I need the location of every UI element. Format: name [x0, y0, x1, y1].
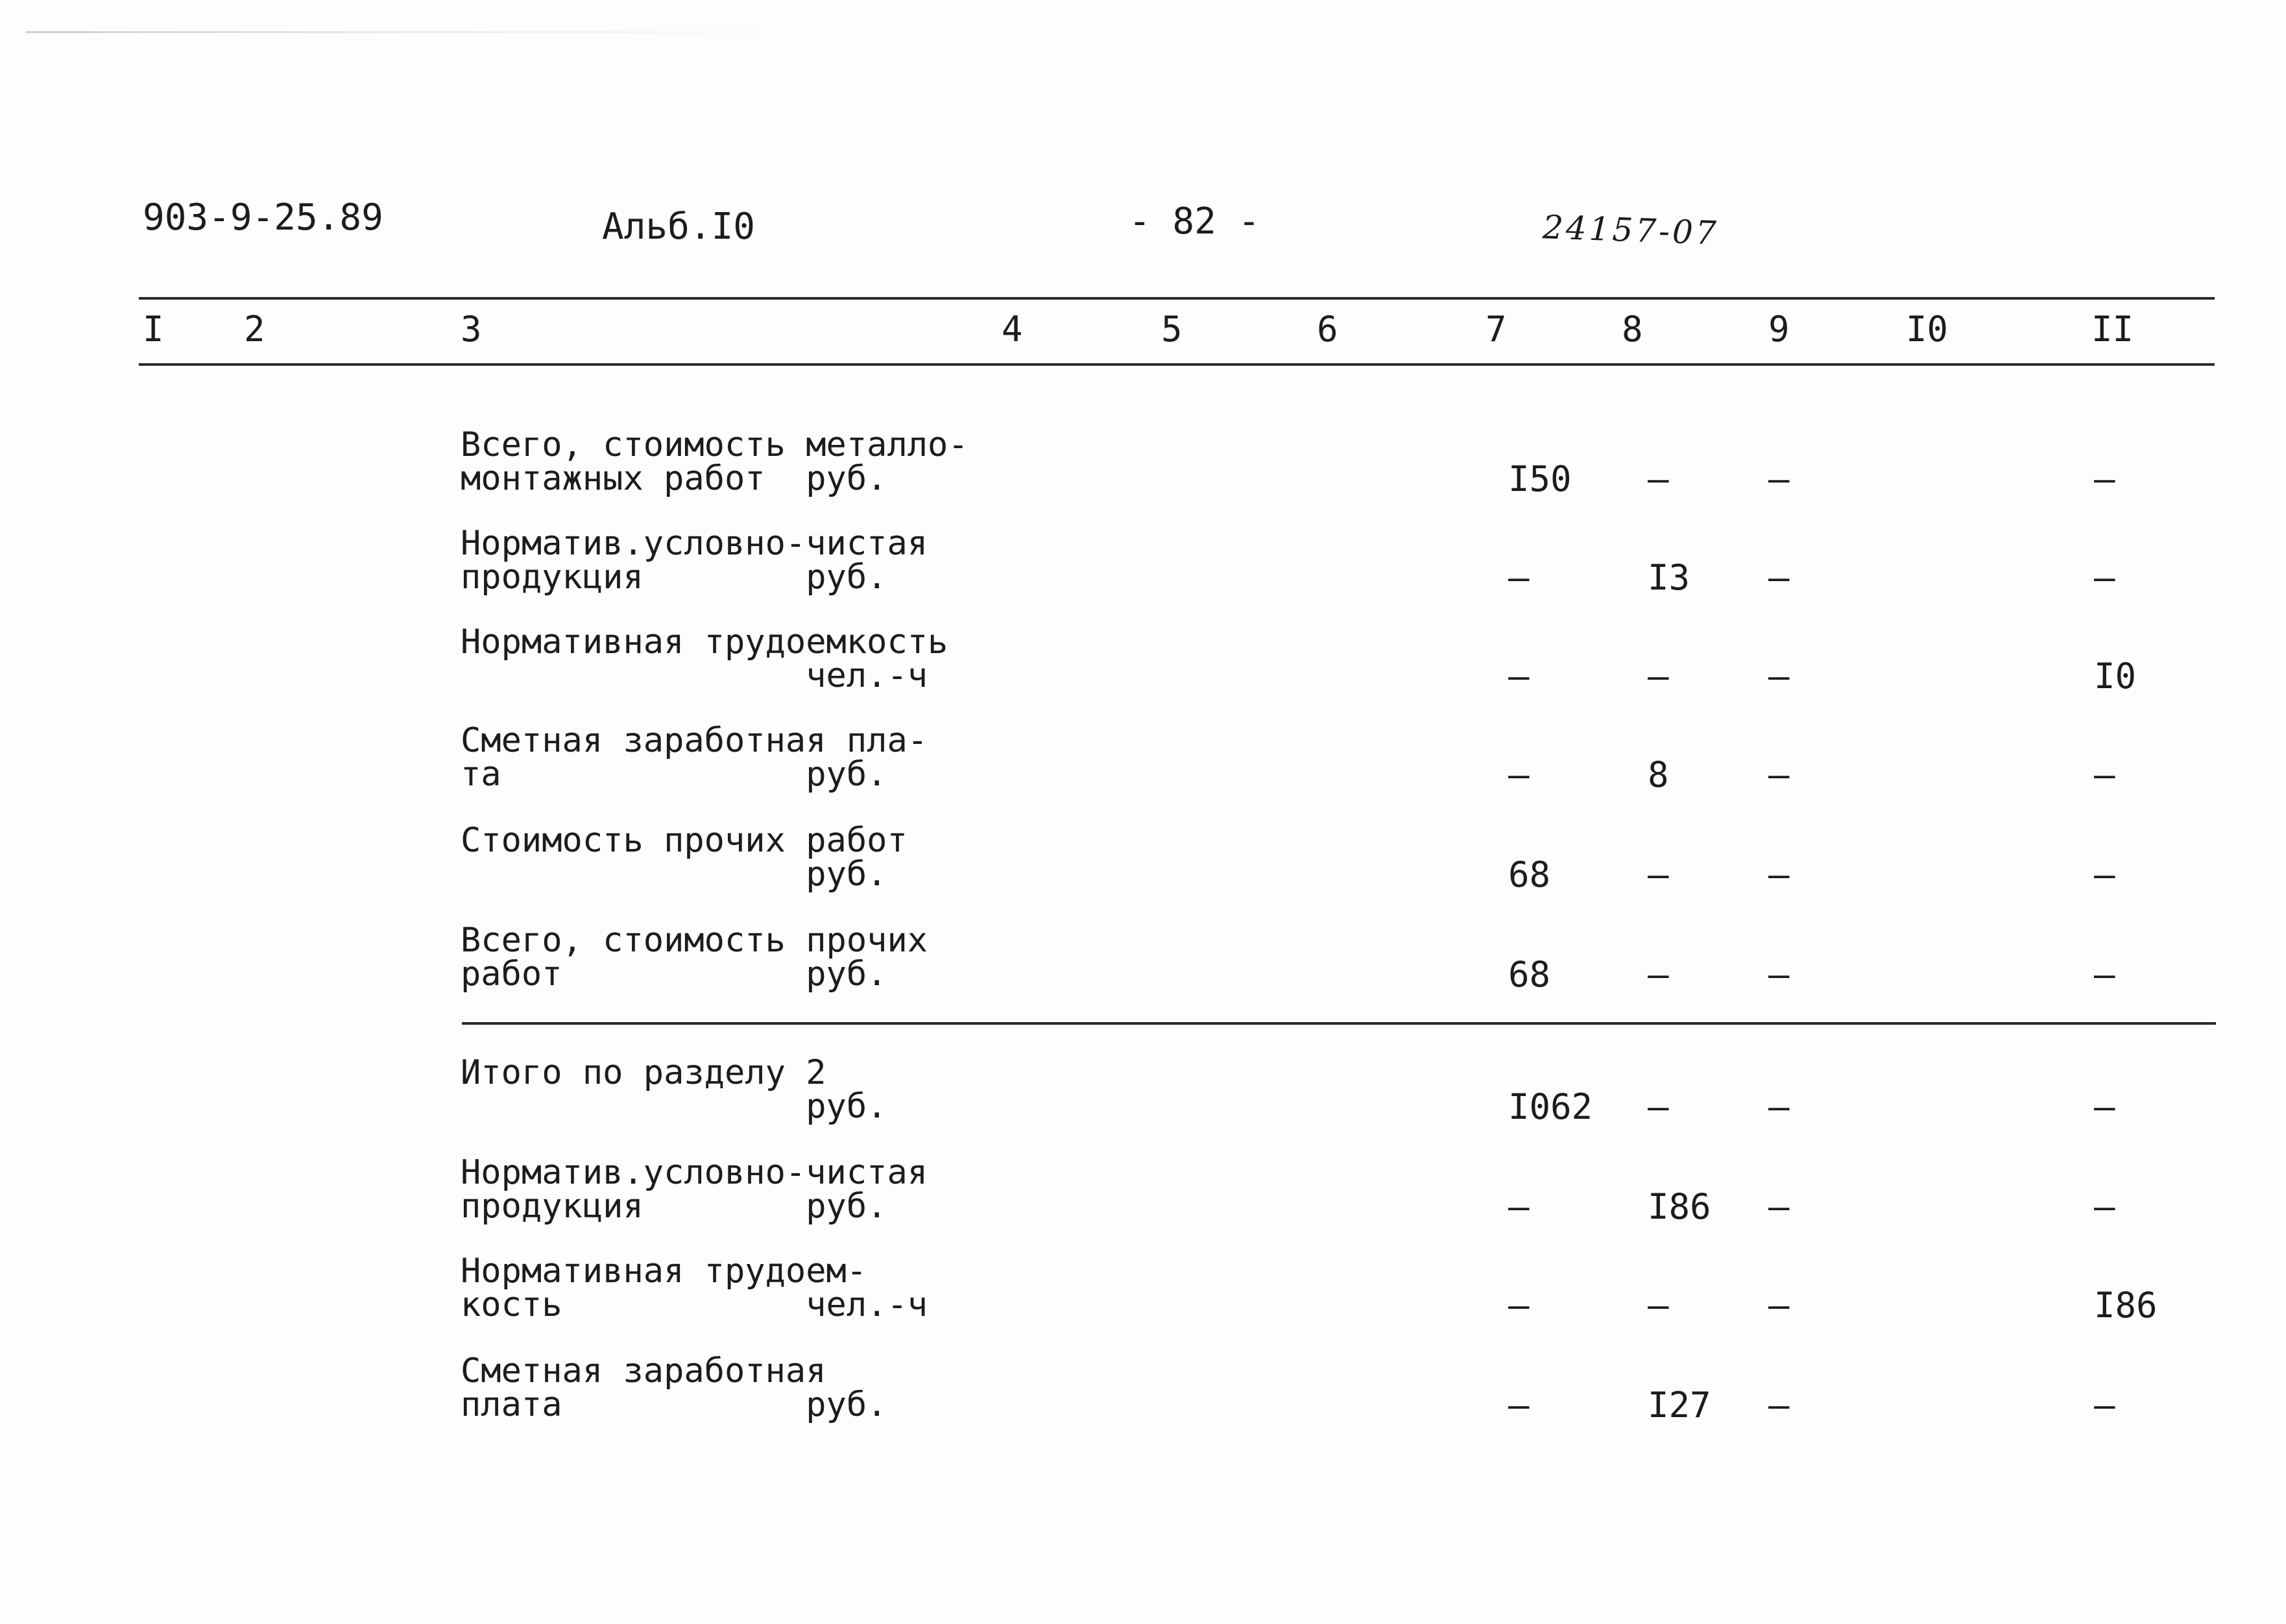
row-label: Норматив.условно-чистая продукция руб.: [461, 524, 928, 597]
column-number-6: 6: [1317, 309, 1338, 350]
column-number-4: 4: [1002, 309, 1023, 350]
cell-col-11: –: [2094, 1385, 2115, 1426]
cell-col-9: –: [1768, 1385, 1790, 1426]
column-number-3: 3: [461, 309, 482, 350]
cell-col-7: –: [1508, 1285, 1530, 1326]
section-total-rule: [462, 1022, 2216, 1025]
cell-col-7: –: [1508, 656, 1530, 697]
row-label: Стоимость прочих работ руб.: [461, 821, 908, 894]
column-number-2: 2: [244, 309, 265, 350]
album-label: Альб.I0: [602, 206, 756, 248]
table-row: [0, 1354, 2286, 1439]
cell-col-8: –: [1648, 1086, 1669, 1127]
cell-col-9: –: [1768, 1086, 1790, 1127]
cell-col-7: –: [1508, 754, 1530, 795]
cell-col-11: –: [2094, 1186, 2115, 1227]
cell-col-8: –: [1648, 656, 1669, 697]
cell-col-7: –: [1508, 557, 1530, 598]
cell-col-8: I3: [1648, 557, 1690, 598]
cell-col-8: –: [1648, 459, 1669, 499]
column-number-5: 5: [1161, 309, 1183, 350]
column-number-7: 7: [1486, 309, 1507, 350]
cell-col-9: –: [1768, 954, 1790, 995]
cell-col-11: –: [2094, 557, 2115, 598]
page-number: - 82 -: [1129, 200, 1260, 243]
cell-col-9: –: [1768, 854, 1790, 895]
cell-col-8: I27: [1648, 1385, 1711, 1426]
cell-col-9: –: [1768, 459, 1790, 499]
document-code: 903-9-25.89: [143, 197, 383, 239]
column-number-1: I: [143, 309, 164, 350]
cell-col-9: –: [1768, 557, 1790, 598]
row-label: Всего, стоимость металло- монтажных работ руб.: [461, 425, 969, 498]
cell-col-7: I062: [1508, 1086, 1593, 1127]
cell-col-9: –: [1768, 656, 1790, 697]
row-label: Нормативная трудоемкость чел.-ч: [461, 623, 948, 695]
row-label: Сметная заработная плата руб.: [461, 1352, 887, 1424]
cell-col-8: –: [1648, 954, 1669, 995]
cell-col-11: –: [2094, 954, 2115, 995]
table-row: [0, 721, 2286, 808]
cell-col-8: I86: [1648, 1186, 1711, 1227]
cell-col-7: –: [1508, 1186, 1530, 1227]
column-number-11: II: [2091, 309, 2134, 350]
table-row: [0, 625, 2286, 710]
cell-col-9: –: [1768, 1186, 1790, 1227]
column-number-10: I0: [1906, 309, 1949, 350]
row-label: Сметная заработная пла- та руб.: [461, 721, 928, 794]
table-row: [0, 1053, 2286, 1140]
table-row: [0, 921, 2286, 1008]
row-label: Всего, стоимость прочих работ руб.: [461, 921, 928, 994]
row-label: Нормативная трудоем- кость чел.-ч: [461, 1252, 928, 1324]
row-label: Итого по разделу 2 руб.: [461, 1053, 887, 1126]
cell-col-8: –: [1648, 1285, 1669, 1326]
cell-col-11: –: [2094, 1086, 2115, 1127]
cell-col-7: –: [1508, 1385, 1530, 1426]
cell-col-11: I0: [2094, 656, 2137, 697]
cell-col-8: –: [1648, 854, 1669, 895]
table-row: [0, 1254, 2286, 1339]
cell-col-11: –: [2094, 754, 2115, 795]
cell-col-7: 68: [1508, 954, 1551, 995]
cell-col-9: –: [1768, 1285, 1790, 1326]
cell-col-11: I86: [2094, 1285, 2158, 1326]
table-row: [0, 425, 2286, 512]
cell-col-7: 68: [1508, 854, 1551, 895]
table-row: [0, 1153, 2286, 1240]
cell-col-11: –: [2094, 854, 2115, 895]
table-row: [0, 524, 2286, 611]
cell-col-9: –: [1768, 754, 1790, 795]
column-number-9: 9: [1768, 309, 1790, 350]
column-number-8: 8: [1622, 309, 1643, 350]
cell-col-8: 8: [1648, 754, 1669, 795]
row-label: Норматив.условно-чистая продукция руб.: [461, 1153, 928, 1226]
cell-col-7: I50: [1508, 459, 1572, 499]
table-row: [0, 821, 2286, 908]
cell-col-11: –: [2094, 459, 2115, 499]
handwritten-code: 24157-07: [1542, 208, 1720, 252]
